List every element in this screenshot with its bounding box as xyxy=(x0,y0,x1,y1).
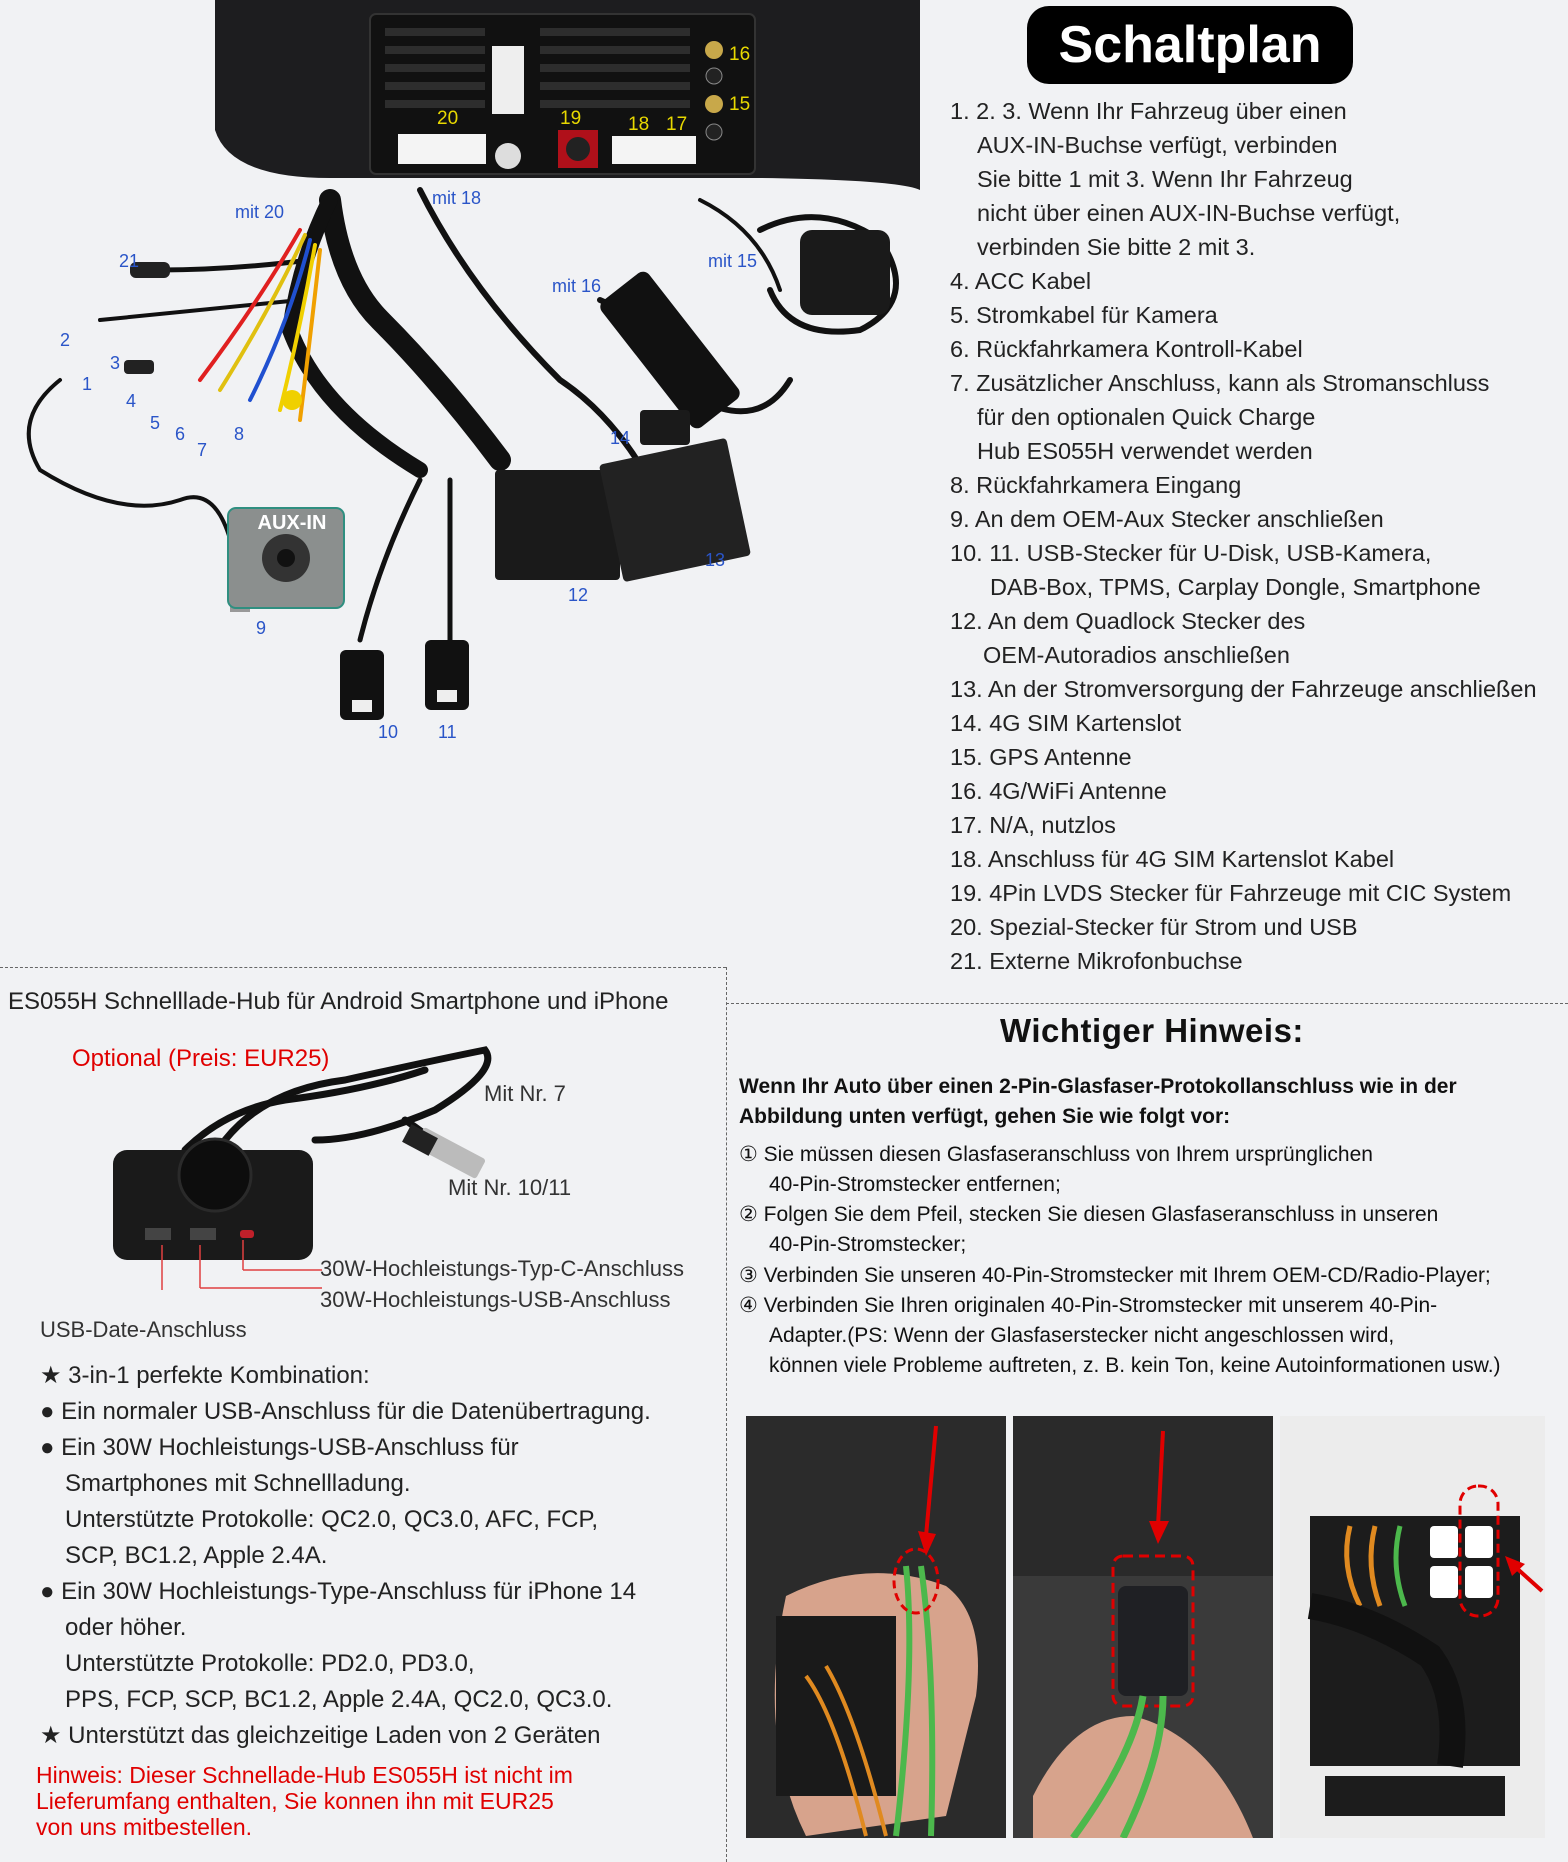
feature-line: PPS, FCP, SCP, BC1.2, Apple 2.4A, QC2.0, QC3.0. xyxy=(65,1686,613,1713)
wiring-diagram xyxy=(0,0,930,760)
step-line: ③ Verbinden Sie unseren 40-Pin-Stromstecker mit Ihrem OEM-CD/Radio-Player; xyxy=(739,1264,1491,1287)
legend-line: 5. Stromkabel für Kamera xyxy=(950,302,1218,328)
hub-title: ES055H Schnelllade-Hub für Android Smartphone und iPhone xyxy=(8,988,669,1015)
cable-label-mit18: mit 18 xyxy=(432,188,482,208)
feature-line: ● Ein normaler USB-Anschluss für die Datenübertragung. xyxy=(40,1398,651,1425)
legend-line: DAB-Box, TPMS, Carplay Dongle, Smartphone xyxy=(990,574,1481,600)
cable-label-6: 6 xyxy=(175,424,186,444)
step-line: können viele Probleme auftreten, z. B. kein Ton, keine Autoinformationen usw.) xyxy=(769,1354,1501,1377)
legend-line: 9. An dem OEM-Aux Stecker anschließen xyxy=(950,506,1384,532)
cable-label-3: 3 xyxy=(110,353,121,373)
cable-label-11: 11 xyxy=(438,722,457,742)
cable-label-9: 9 xyxy=(256,618,267,638)
cable-label-2: 2 xyxy=(60,330,71,350)
cable-label-4: 4 xyxy=(126,391,137,411)
legend-line: 13. An der Stromversorgung der Fahrzeuge anschließen xyxy=(950,676,1537,702)
cable-label-10: 10 xyxy=(378,722,399,742)
divider xyxy=(726,967,727,1862)
feature-line: oder höher. xyxy=(65,1614,187,1641)
cable-label-8: 8 xyxy=(234,424,245,444)
legend-line: 20. Spezial-Stecker für Strom und USB xyxy=(950,914,1358,940)
legend-line: 1. 2. 3. Wenn Ihr Fahrzeug über einen xyxy=(950,98,1347,124)
cable-label-5: 5 xyxy=(150,413,161,433)
legend-line: 10. 11. USB-Stecker für U-Disk, USB-Kamera, xyxy=(950,540,1432,566)
notice-title: Wichtiger Hinweis: xyxy=(1000,1012,1304,1049)
legend-line: OEM-Autoradios anschließen xyxy=(983,642,1290,668)
legend-line: nicht über einen AUX-IN-Buchse verfügt, xyxy=(977,200,1401,226)
feature-line: ● Ein 30W Hochleistungs-Type-Anschluss für iPhone 14 xyxy=(40,1578,637,1605)
legend-line: Hub ES055H verwendet werden xyxy=(977,438,1313,464)
step-line: Adapter.(PS: Wenn der Glasfaserstecker nicht angeschlossen wird, xyxy=(769,1324,1395,1347)
wiring-diagram-graphic xyxy=(0,0,930,760)
cable-label-mit16: mit 16 xyxy=(552,276,602,296)
legend-line: 8. Rückfahrkamera Eingang xyxy=(950,472,1242,498)
cable-label-7: 7 xyxy=(197,440,208,460)
cable-label-14: 14 xyxy=(610,428,631,448)
cable-label-mit20: mit 20 xyxy=(235,202,285,222)
feature-line: ● Ein 30W Hochleistungs-USB-Anschluss für xyxy=(40,1434,519,1461)
hub-label-typc: 30W-Hochleistungs-Typ-C-Anschluss xyxy=(320,1256,684,1281)
legend-line: 21. Externe Mikrofonbuchse xyxy=(950,948,1243,974)
hub-optional-price: Optional (Preis: EUR25) xyxy=(72,1045,330,1072)
cable-label-12: 12 xyxy=(568,585,589,605)
port-label-20: 20 xyxy=(437,108,459,129)
legend-line: 17. N/A, nutzlos xyxy=(950,812,1116,838)
step-line: ④ Verbinden Sie Ihren originalen 40-Pin-Stromstecker mit unserem 40-Pin- xyxy=(739,1294,1438,1317)
feature-line: ★ 3-in-1 perfekte Kombination: xyxy=(40,1362,370,1389)
hub-note xyxy=(36,1762,573,1840)
port-label-16: 16 xyxy=(729,44,751,65)
step-line: 40-Pin-Stromstecker entfernen; xyxy=(769,1173,1061,1196)
divider xyxy=(726,1003,1568,1004)
hub-label-mit7: Mit Nr. 7 xyxy=(484,1081,566,1106)
cable-label-mit15: mit 15 xyxy=(708,251,758,271)
legend-line: 15. GPS Antenne xyxy=(950,744,1132,770)
legend-line: 16. 4G/WiFi Antenne xyxy=(950,778,1167,804)
legend-line: für den optionalen Quick Charge xyxy=(977,404,1316,430)
aux-in-badge-label: AUX-IN xyxy=(257,512,327,534)
legend-line: 7. Zusätzlicher Anschluss, kann als Stromanschluss xyxy=(950,370,1490,396)
cable-label-1: 1 xyxy=(82,374,93,394)
legend-line: 18. Anschluss für 4G SIM Kartenslot Kabel xyxy=(950,846,1395,872)
legend-line: 14. 4G SIM Kartenslot xyxy=(950,710,1182,736)
legend-line: verbinden Sie bitte 2 mit 3. xyxy=(977,234,1256,260)
schaltplan-title: Schaltplan xyxy=(1027,6,1353,84)
notice-intro-line: Wenn Ihr Auto über einen 2-Pin-Glasfaser-Protokollanschluss wie in der xyxy=(739,1075,1457,1098)
port-label-15: 15 xyxy=(729,94,751,115)
legend-line: Sie bitte 1 mit 3. Wenn Ihr Fahrzeug xyxy=(977,166,1353,192)
step-line: ② Folgen Sie dem Pfeil, stecken Sie diesen Glasfaseranschluss in unseren xyxy=(739,1203,1439,1226)
legend-line: 6. Rückfahrkamera Kontroll-Kabel xyxy=(950,336,1303,362)
legend-line: 19. 4Pin LVDS Stecker für Fahrzeuge mit CIC System xyxy=(950,880,1512,906)
cable-label-21: 21 xyxy=(119,251,140,271)
legend-line: 12. An dem Quadlock Stecker des xyxy=(950,608,1306,634)
feature-line: Unterstützte Protokolle: PD2.0, PD3.0, xyxy=(65,1650,475,1677)
port-label-18: 18 xyxy=(628,114,650,135)
connector-photo-3 xyxy=(1280,1416,1545,1838)
hub-note-line: Hinweis: Dieser Schnellade-Hub ES055H ist nicht im xyxy=(36,1762,573,1788)
legend-line: 4. ACC Kabel xyxy=(950,268,1092,294)
cable-label-13: 13 xyxy=(705,550,726,570)
feature-line: SCP, BC1.2, Apple 2.4A. xyxy=(65,1542,328,1569)
connector-photo-2 xyxy=(1013,1416,1273,1838)
notice-intro xyxy=(739,1072,1457,1132)
hub-product-image xyxy=(105,1030,505,1290)
hub-label-mit1011: Mit Nr. 10/11 xyxy=(448,1175,572,1200)
hub-note-line: Lieferumfang enthalten, Sie konnen ihn mit EUR25 xyxy=(36,1788,554,1814)
port-label-19: 19 xyxy=(560,108,582,129)
hub-note-line: von uns mitbestellen. xyxy=(36,1814,253,1840)
notice-intro-line: Abbildung unten verfügt, gehen Sie wie folgt vor: xyxy=(739,1105,1231,1128)
legend-line: AUX-IN-Buchse verfügt, verbinden xyxy=(977,132,1338,158)
feature-line: ★ Unterstützt das gleichzeitige Laden von 2 Geräten xyxy=(40,1722,601,1749)
feature-line: Unterstützte Protokolle: QC2.0, QC3.0, AFC, FCP, xyxy=(65,1506,599,1533)
hub-label-usbdate: USB-Date-Anschluss xyxy=(40,1317,247,1342)
connector-photo-1 xyxy=(746,1416,1006,1838)
port-label-17: 17 xyxy=(666,114,688,135)
divider xyxy=(0,967,726,968)
hub-label-usb: 30W-Hochleistungs-USB-Anschluss xyxy=(320,1287,671,1312)
feature-line: Smartphones mit Schnellladung. xyxy=(65,1470,411,1497)
step-line: 40-Pin-Stromstecker; xyxy=(769,1233,967,1256)
step-line: ① Sie müssen diesen Glasfaseranschluss von Ihrem ursprünglichen xyxy=(739,1143,1373,1166)
